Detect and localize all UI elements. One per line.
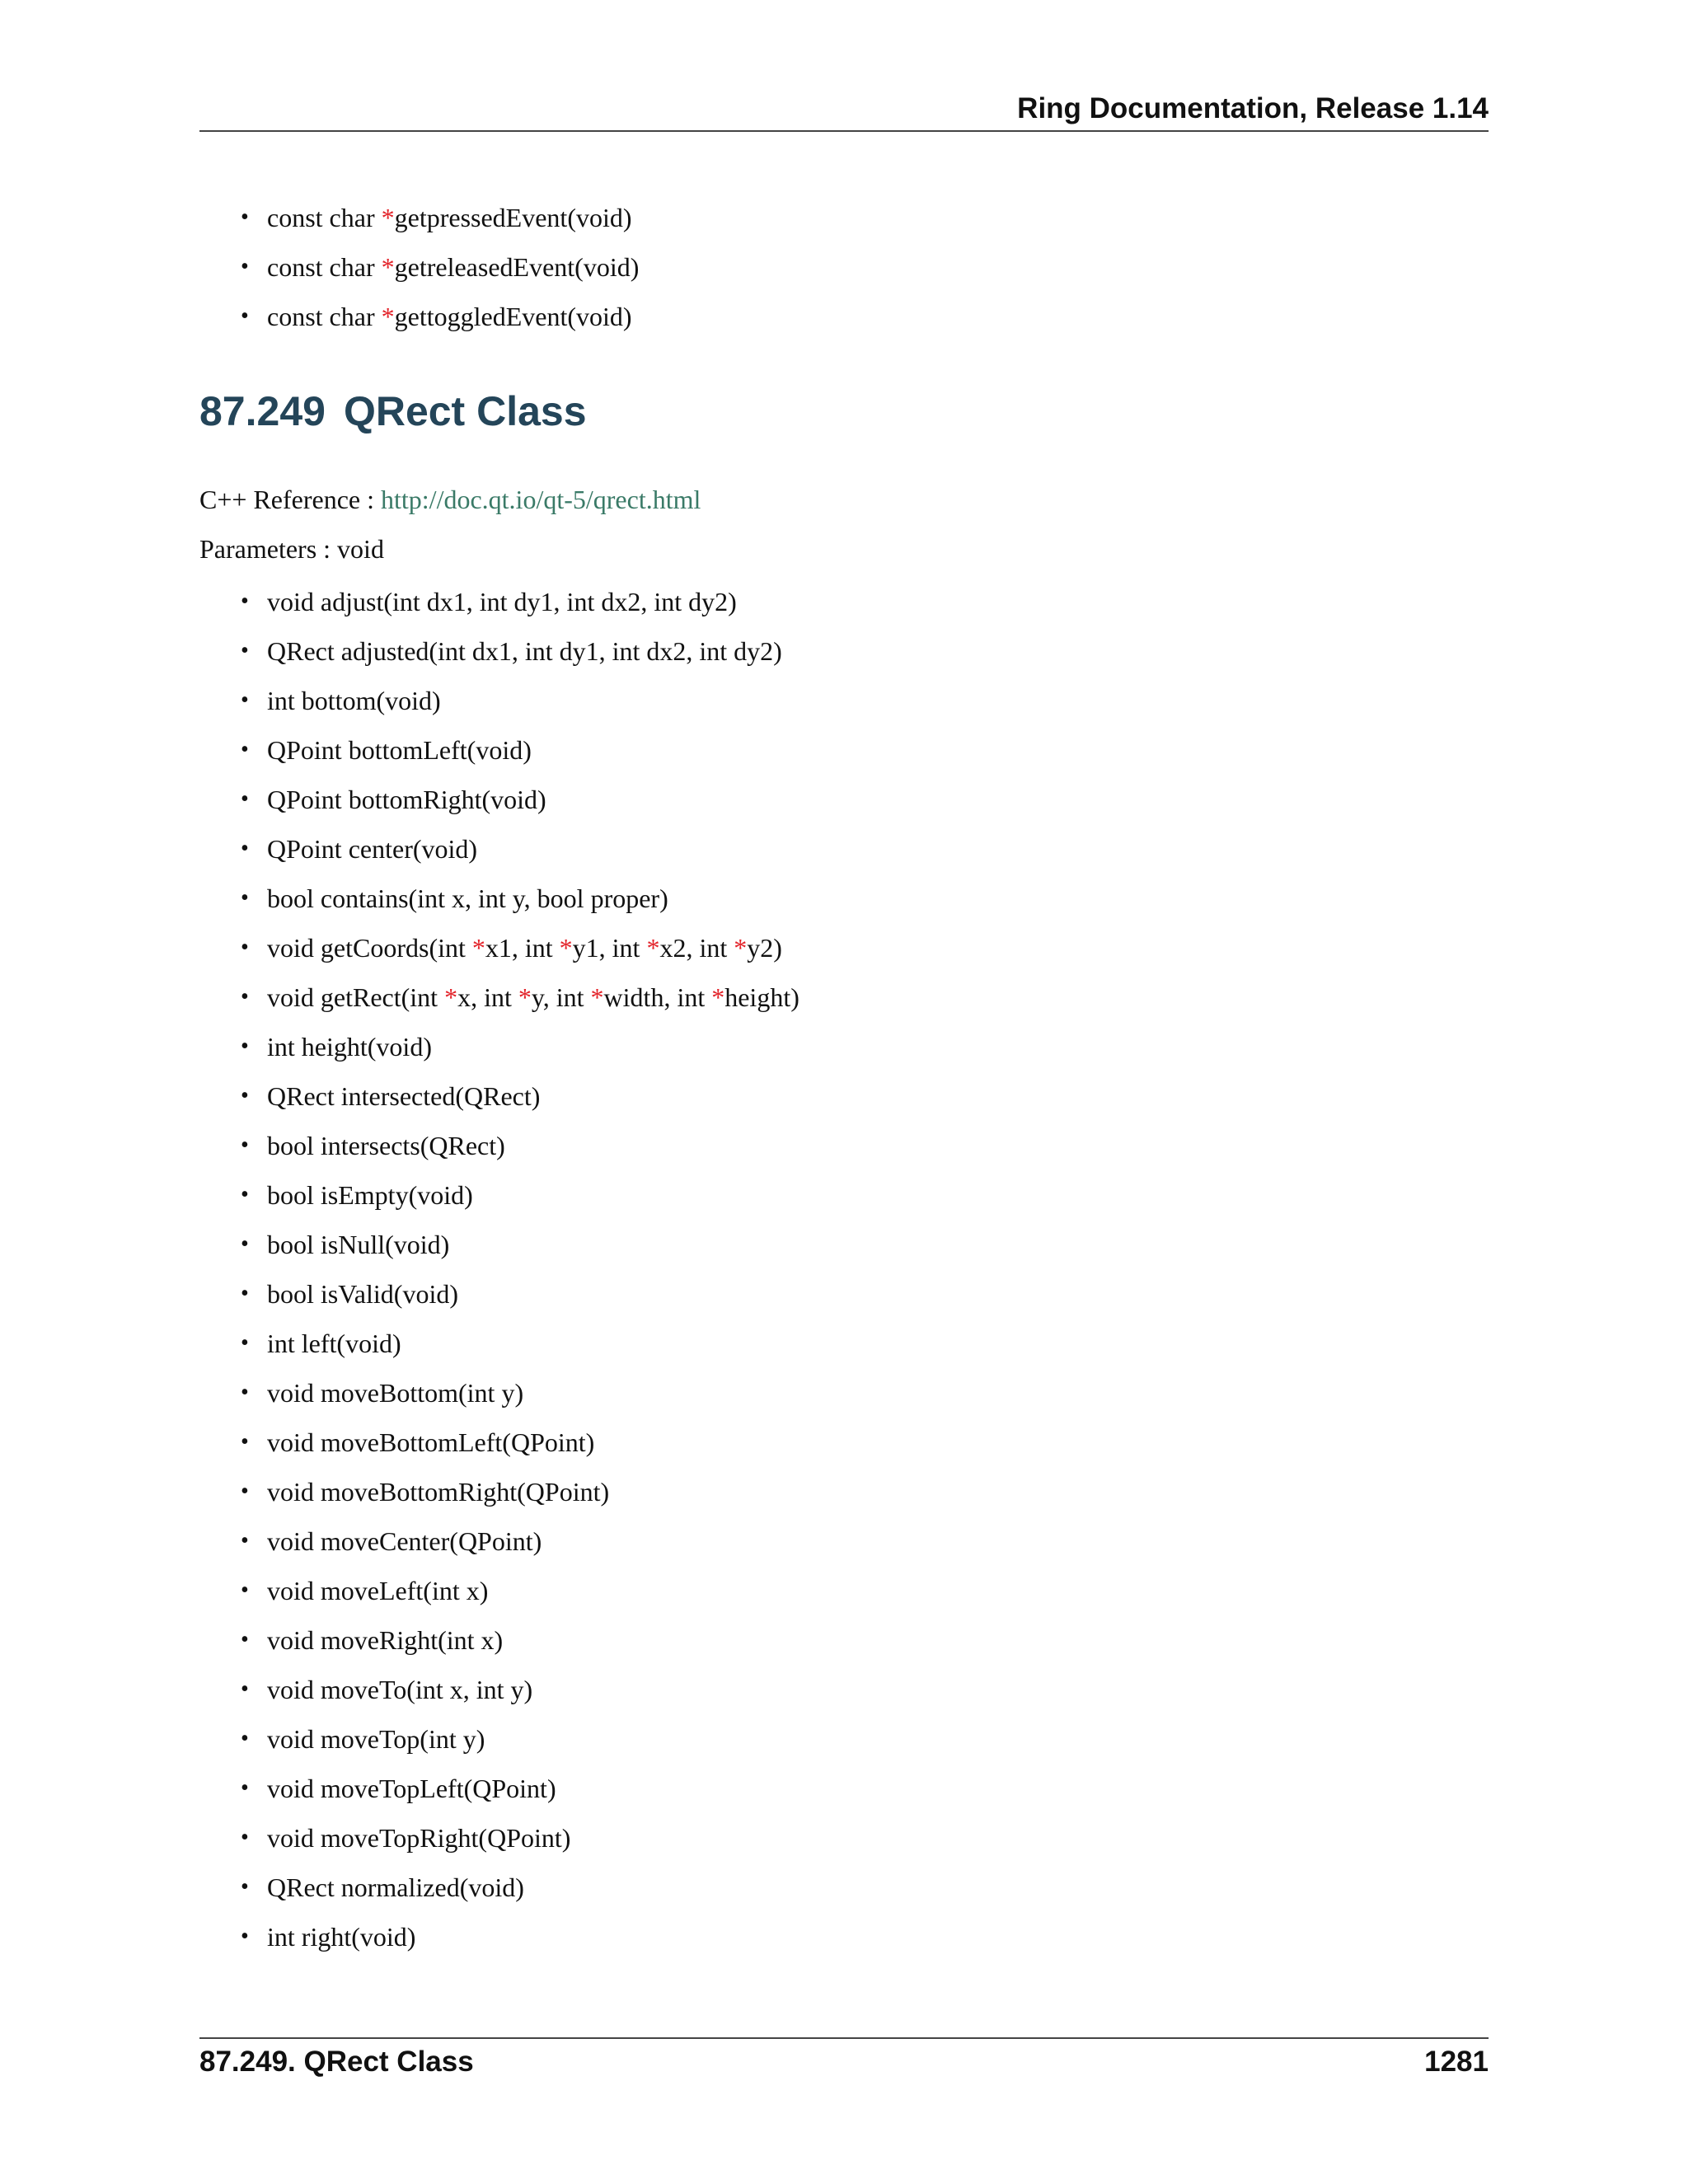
list-item — [239, 824, 799, 874]
list-item: • void getCoords(int *x1, int *y1, int *x2, int *y2) — [239, 923, 799, 972]
method-signature: bool isEmpty(void) — [267, 1180, 473, 1210]
reference-link[interactable]: http://doc.qt.io/qt-5/qrect.html — [381, 485, 701, 514]
list-item — [239, 1863, 799, 1912]
cpp-reference — [199, 485, 701, 515]
bullet-icon: • — [241, 885, 249, 911]
list-item — [239, 775, 799, 824]
pointer-star: * — [559, 933, 573, 963]
pointer-star: * — [646, 933, 660, 963]
list-item — [239, 1368, 799, 1418]
method-signature: int height(void) — [267, 1032, 432, 1062]
list-item — [239, 1418, 799, 1467]
bullet-icon: • — [241, 786, 249, 812]
bullet-icon: • — [241, 737, 249, 762]
list-item — [239, 1764, 799, 1813]
method-signature: void moveBottomRight(QPoint) — [267, 1477, 610, 1507]
page-number: 1281 — [1424, 2046, 1489, 2078]
bullet-icon: • — [241, 1528, 249, 1554]
method-signature: void moveLeft(int x) — [267, 1576, 489, 1605]
list-item — [239, 874, 799, 923]
list-item — [239, 1121, 799, 1170]
event-method-list — [239, 193, 639, 341]
list-item: • void getRect(int *x, int *y, int *width, int *height) — [239, 972, 799, 1022]
reference-label: C++ Reference : — [199, 485, 381, 514]
list-item — [239, 725, 799, 775]
method-signature: QPoint bottomLeft(void) — [267, 735, 532, 765]
list-item — [239, 1022, 799, 1071]
pointer-star: * — [381, 302, 395, 331]
pointer-star: * — [381, 203, 395, 232]
method-signature: bool intersects(QRect) — [267, 1131, 505, 1160]
method-signature: bool isNull(void) — [267, 1230, 450, 1259]
bullet-icon: • — [241, 1577, 249, 1603]
method-signature: void moveTop(int y) — [267, 1724, 485, 1754]
pointer-star: * — [711, 982, 725, 1012]
method-signature: int left(void) — [267, 1329, 401, 1358]
method-signature: QRect intersected(QRect) — [267, 1081, 541, 1111]
method-signature: int right(void) — [267, 1922, 416, 1952]
method-signature: void moveTopRight(QPoint) — [267, 1823, 571, 1853]
bullet-icon: • — [241, 687, 249, 713]
method-signature: QRect normalized(void) — [267, 1872, 524, 1902]
pointer-star: * — [518, 982, 532, 1012]
bullet-icon: • — [241, 935, 249, 960]
list-item — [239, 1467, 799, 1516]
list-item — [239, 676, 799, 725]
list-item — [239, 1665, 799, 1714]
bullet-icon: • — [241, 254, 249, 279]
list-item — [239, 1566, 799, 1615]
method-signature: int bottom(void) — [267, 686, 441, 715]
bullet-icon: • — [241, 1182, 249, 1207]
method-signature: QRect adjusted(int dx1, int dy1, int dx2, int dy2) — [267, 636, 782, 666]
page-footer — [199, 2037, 1489, 2088]
list-item: • const char *getpressedEvent(void) — [239, 193, 639, 242]
method-signature: void adjust(int dx1, int dy1, int dx2, int dy2) — [267, 587, 737, 616]
method-signature: QPoint center(void) — [267, 834, 478, 864]
bullet-icon: • — [241, 1083, 249, 1108]
bullet-icon: • — [241, 1380, 249, 1405]
bullet-icon: • — [241, 1775, 249, 1801]
method-signature: bool isValid(void) — [267, 1279, 458, 1309]
pointer-star: * — [444, 982, 458, 1012]
footer-section: 87.249. QRect Class — [199, 2046, 474, 2078]
list-item — [239, 1516, 799, 1566]
parameters-line: Parameters : void — [199, 534, 384, 564]
method-signature: void moveRight(int x) — [267, 1625, 504, 1655]
method-signature: void moveBottomLeft(QPoint) — [267, 1427, 595, 1457]
method-signature: void moveTo(int x, int y) — [267, 1675, 533, 1704]
bullet-icon: • — [241, 1924, 249, 1949]
method-list — [239, 577, 799, 1961]
bullet-icon: • — [241, 1479, 249, 1504]
bullet-icon: • — [241, 588, 249, 614]
bullet-icon: • — [241, 1231, 249, 1257]
bullet-icon: • — [241, 1676, 249, 1702]
bullet-icon: • — [241, 836, 249, 861]
header-title: Ring Documentation, Release 1.14 — [1017, 92, 1489, 124]
bullet-icon: • — [241, 1874, 249, 1900]
bullet-icon: • — [241, 1726, 249, 1751]
pointer-star: * — [590, 982, 604, 1012]
list-item — [239, 1813, 799, 1863]
section-number: 87.249 — [199, 388, 326, 434]
bullet-icon: • — [241, 204, 249, 230]
list-item — [239, 577, 799, 626]
bullet-icon: • — [241, 1825, 249, 1850]
list-item — [239, 1615, 799, 1665]
bullet-icon: • — [241, 1281, 249, 1306]
pointer-star: * — [734, 933, 748, 963]
section-heading — [199, 387, 587, 435]
list-item — [239, 1071, 799, 1121]
bullet-icon: • — [241, 638, 249, 663]
bullet-icon: • — [241, 1627, 249, 1652]
bullet-icon: • — [241, 1033, 249, 1059]
method-signature: QPoint bottomRight(void) — [267, 785, 546, 814]
pointer-star: * — [381, 252, 395, 282]
pointer-star: * — [471, 933, 485, 963]
method-signature: void moveTopLeft(QPoint) — [267, 1774, 556, 1803]
bullet-icon: • — [241, 984, 249, 1010]
list-item — [239, 1269, 799, 1319]
bullet-icon: • — [241, 1429, 249, 1455]
method-signature: void moveCenter(QPoint) — [267, 1526, 542, 1556]
list-item: • const char *gettoggledEvent(void) — [239, 292, 639, 341]
list-item — [239, 1319, 799, 1368]
list-item — [239, 1714, 799, 1764]
list-item: • const char *getreleasedEvent(void) — [239, 242, 639, 292]
section-title: QRect Class — [343, 388, 587, 434]
list-item — [239, 1912, 799, 1961]
bullet-icon: • — [241, 1132, 249, 1158]
method-signature: bool contains(int x, int y, bool proper) — [267, 883, 668, 913]
method-signature: void moveBottom(int y) — [267, 1378, 524, 1408]
bullet-icon: • — [241, 1330, 249, 1356]
list-item — [239, 626, 799, 676]
list-item — [239, 1170, 799, 1220]
list-item — [239, 1220, 799, 1269]
page-header — [199, 89, 1489, 132]
bullet-icon: • — [241, 303, 249, 329]
